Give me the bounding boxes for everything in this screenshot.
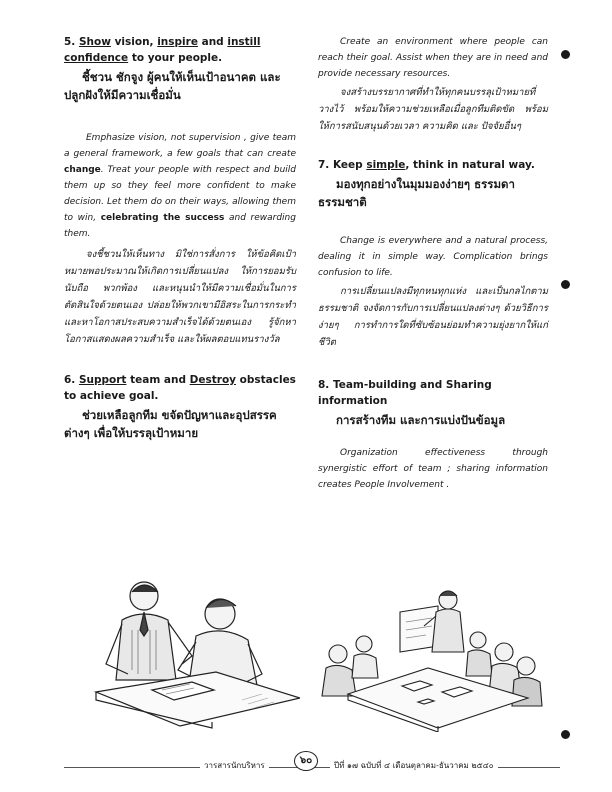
left-column [64,34,296,442]
heading-word-confidence: confidence [64,52,129,64]
body-text-part-2: . Treat your people with respect and build them up so they feel more confident to make decision. Let them do on their ways, allowing them to win, [64,165,296,223]
punch-hole-bottom [561,730,570,739]
heading-word-inspire: inspire [157,36,198,48]
heading-word-simple: simple [366,159,406,171]
section-5-continued-thai: จงสร้างบรรยากาศที่ทำให้ทุกคนบรรลุเป้าหมายที่วางไว้ พร้อมให้ความช่วยเหลือเมื่อลูกทีมติดขัด พร้อมให้การสนับสนุนด้วยเวลา ความคิด และ ปัจจัยอื่นๆ [318,87,548,132]
heading-text-obstacles: obstacles to achieve goal. [64,374,296,402]
team-meeting-presentation-icon [318,582,548,732]
heading-word-show: Show [78,36,111,48]
heading-text-natural-way: , think in natural way. [405,159,535,171]
section-5-number: 5. [64,36,76,48]
section-6-thai-heading: ช่วยเหลือลูกทีม ขจัดปัญหาและอุปสรรคต่างๆ เพื่อให้บรรลุเป้าหมาย [64,408,277,440]
body-word-change: change [64,165,101,175]
body-text-part-3: and rewarding them. [64,213,296,239]
section-7-number: 7. Keep [318,159,363,171]
section-6-number: 6. [64,374,76,386]
section-5-heading [64,34,296,66]
section-5-continued-english: Create an environment where people can reach their goal. Assist when they are in need and provide necessary resources. [318,37,548,79]
section-6-heading [64,372,296,404]
section-8-english-body: Organization effectiveness through synergistic effort of team ; sharing information creates People Involvement . [318,448,548,490]
section-8-thai-heading: การสร้างทีม และการแบ่งปันข้อมูล [336,413,506,427]
section-5-english-body [64,130,296,242]
section-8-heading: 8. Team-building and Sharing information [318,379,492,407]
body-text-part-1: Emphasize vision, not supervision , give team a general framework, a few goals that can create [64,133,296,159]
section-7-heading [318,157,548,173]
right-column [318,34,548,493]
body-word-celebrating: celebrating the success [100,213,225,223]
section-5-thai-body: จงชี้ชวนให้เห็นทาง มิใช่การสั่งการ ให้ข้อคิดเป้าหมายพอประมาณให้เกิดการเปลี่ยนแปลง ให้การยอมรับนับถือ พวกพ้อง และหนุนนำให้มีความเชื่อมั่นในการตัดสินใจด้วยตนเอง ปล่อยให้พวกเขามีอิสระในการกระทำ และหาโอกาสประสบความสำเร็จได้ด้วยตนเอง รู้จักหาโอกาสแสดงผลความสำเร็จ และให้ผลตอบแทนรางวัล [64,249,296,345]
heading-text-to-people: to your people. [131,52,223,64]
footer-issue-info: ปีที่ ๑๗ ฉบับที่ ๔ เดือนตุลาคม-ธันวาคม ๒๕๔๐ [330,759,498,772]
section-5-thai-heading: ชี้ชวน ชักจูง ผู้คนให้เห็นเป้าอนาคต และปลูกฝังให้มีความเชื่อมั่น [64,70,281,102]
section-7-thai-heading: มองทุกอย่างในมุมมองง่ายๆ ธรรมดาธรรมชาติ [318,177,515,209]
heading-word-destroy: Destroy [189,374,236,386]
punch-hole-middle [561,280,570,289]
heading-word-instill: instill [227,36,261,48]
punch-hole-top [561,50,570,59]
page-number: ๖๐ [294,751,318,771]
heading-text-and: and [201,36,224,48]
footer-journal-name: วารสารนักบริหาร [200,759,269,772]
section-7-thai-body: การเปลี่ยนแปลงมีทุกหนทุกแห่ง และเป็นกลไกตามธรรมชาติ จงจัดการกับการเปลี่ยนแปลงต่างๆ ด้วยวิธีการง่ายๆ การทำการใดที่ซับซ้อนย่อมทำความยุ่งยากให้แก่ชีวิต [318,286,548,348]
heading-text-team-and: team and [130,374,186,386]
heading-word-support: Support [78,374,127,386]
section-7-english-body: Change is everywhere and a natural process, dealing it in simple way. Complication brings confusion to life. [318,236,548,278]
heading-text-vision: vision, [114,36,154,48]
people-working-at-desk-icon [92,570,300,732]
